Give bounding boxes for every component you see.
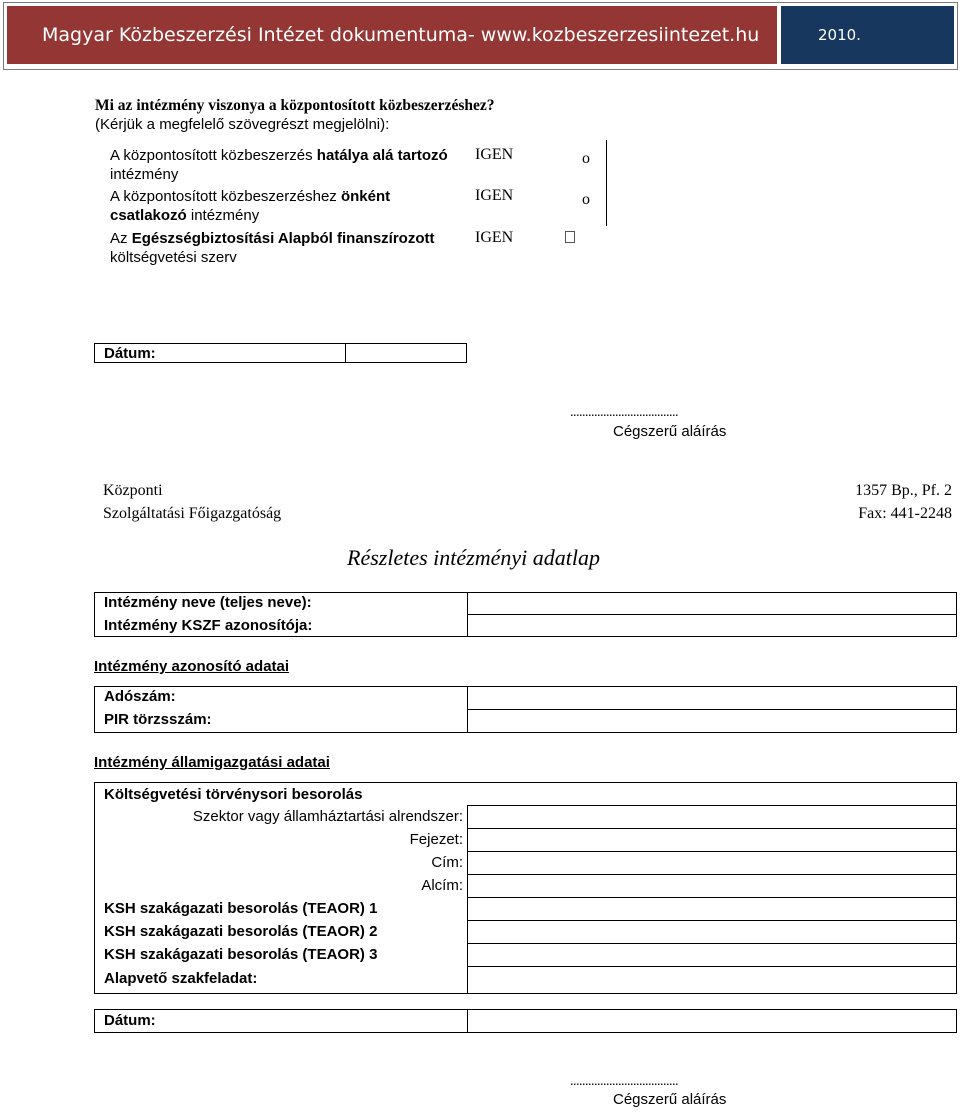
chapter-label: Fejezet: xyxy=(409,831,463,848)
teaor3-label: KSH szakágazati besorolás (TEAOR) 3 xyxy=(104,946,378,963)
teaor1-label: KSH szakágazati besorolás (TEAOR) 1 xyxy=(104,900,378,917)
title-field[interactable] xyxy=(467,851,957,875)
question-block xyxy=(95,96,494,134)
sector-field[interactable] xyxy=(467,805,957,829)
option-3-text: Az Egészségbiztosítási Alapból finanszírozott költségvetési szerv xyxy=(110,230,435,266)
option-1-answer: IGEN xyxy=(475,146,514,163)
core-task-field[interactable] xyxy=(467,966,957,994)
address-right-1: 1357 Bp., Pf. 2 xyxy=(855,482,952,499)
option-1-radio[interactable]: o xyxy=(582,150,590,167)
teaor3-field[interactable] xyxy=(467,943,957,967)
signature-label-1: Cégszerű aláírás xyxy=(613,423,727,440)
option-2-text: A központosított közbeszerzéshez önként csatlakozó intézmény xyxy=(110,188,391,224)
kszf-field[interactable] xyxy=(467,614,957,637)
date-field-2[interactable] xyxy=(467,1009,957,1033)
pir-label: PIR törzsszám: xyxy=(104,711,212,728)
signature-line-2: .................................... xyxy=(570,1074,678,1089)
question-instruction: (Kérjük a megfelelő szövegrészt megjelölni): xyxy=(95,116,390,133)
subtitle-label: Alcím: xyxy=(421,877,463,894)
teaor2-label: KSH szakágazati besorolás (TEAOR) 2 xyxy=(104,923,378,940)
id-section-title: Intézmény azonosító adatai xyxy=(94,658,290,675)
core-task-label: Alapvető szakfeladat: xyxy=(104,970,258,987)
option-3-answer: IGEN xyxy=(475,229,514,246)
tax-label: Adószám: xyxy=(104,688,176,705)
sector-label: Szektor vagy államháztartási alrendszer: xyxy=(192,808,463,825)
name-label: Intézmény neve (teljes neve): xyxy=(104,594,312,611)
tax-field[interactable] xyxy=(467,686,957,710)
document-header-year: 2010. xyxy=(781,6,954,64)
teaor2-field[interactable] xyxy=(467,920,957,944)
option-1-text: A központosított közbeszerzés hatálya alá tartozó intézmény xyxy=(110,147,448,183)
subtitle-field[interactable] xyxy=(467,874,957,898)
kszf-label: Intézmény KSZF azonosítója: xyxy=(104,617,313,634)
question-text: Mi az intézmény viszonya a központosított közbeszerzéshez? xyxy=(95,97,495,114)
signature-label-2: Cégszerű aláírás xyxy=(613,1091,727,1108)
option-divider xyxy=(606,140,607,226)
date-field-1[interactable] xyxy=(345,343,467,363)
signature-line-1: .................................... xyxy=(570,405,678,420)
date-label-2: Dátum: xyxy=(104,1012,156,1029)
date-label-1: Dátum: xyxy=(104,345,156,362)
name-field[interactable] xyxy=(467,592,957,615)
address-right-2: Fax: 441-2248 xyxy=(858,505,952,522)
option-3-checkbox[interactable] xyxy=(565,231,575,243)
pir-field[interactable] xyxy=(467,709,957,733)
document-header-title: Magyar Közbeszerzési Intézet dokumentuma- www.kozbeszerzesiintezet.hu xyxy=(7,6,777,64)
address-left-1: Központi xyxy=(103,482,163,499)
option-2-answer: IGEN xyxy=(475,187,514,204)
form-title: Részletes intézményi adatlap xyxy=(347,545,600,570)
chapter-field[interactable] xyxy=(467,828,957,852)
budget-label: Költségvetési törvénysori besorolás xyxy=(104,786,363,803)
title-label: Cím: xyxy=(431,854,463,871)
teaor1-field[interactable] xyxy=(467,897,957,921)
option-2-radio[interactable]: o xyxy=(582,191,590,208)
admin-section-title: Intézmény államigazgatási adatai xyxy=(94,754,330,771)
address-left-2: Szolgáltatási Főigazgatóság xyxy=(103,505,282,522)
